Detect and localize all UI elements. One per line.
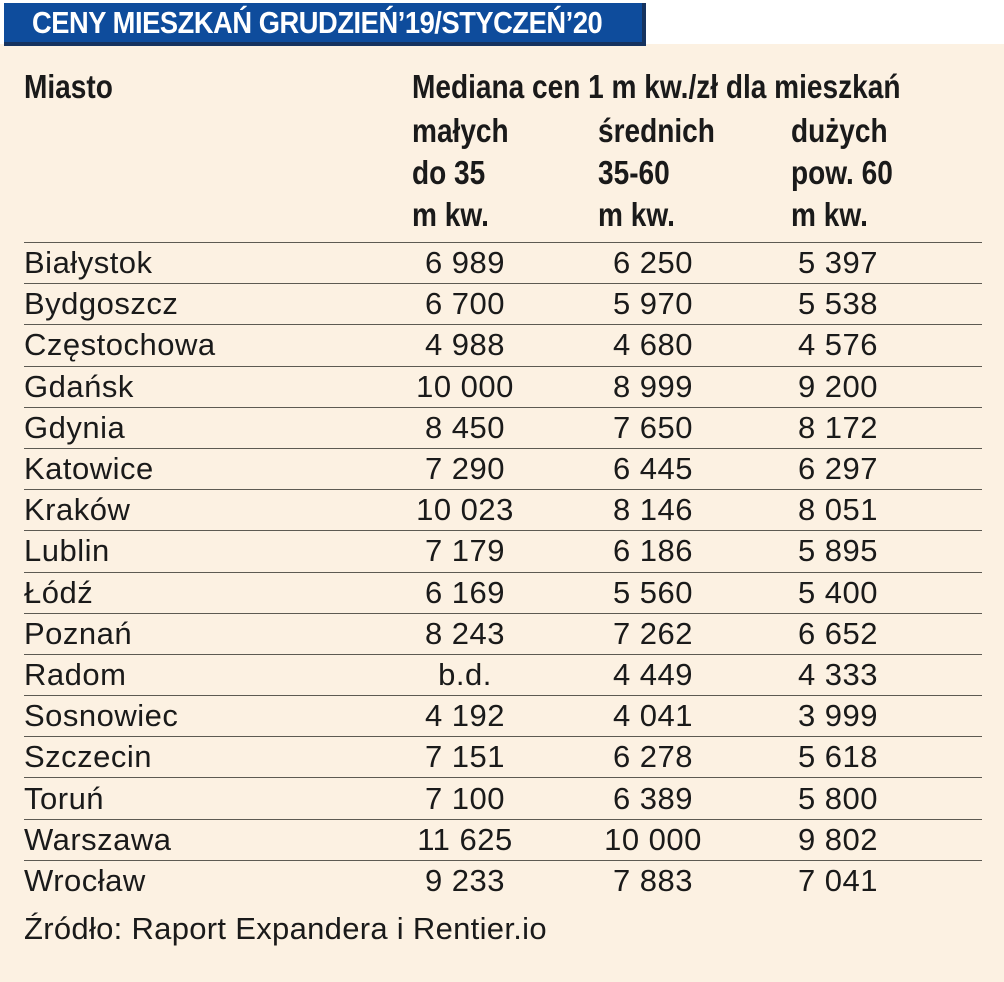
price-large-cell: 5 800 <box>797 780 879 816</box>
price-small-cell: 8 243 <box>424 615 506 651</box>
price-large-cell: 9 802 <box>797 821 879 857</box>
price-medium-cell: 4 449 <box>612 656 694 692</box>
price-large-cell: 5 400 <box>797 574 879 610</box>
column-header-small-line3: m kw. <box>412 196 489 233</box>
column-header-large-line3: m kw. <box>791 196 868 233</box>
column-header-medium-line2: 35-60 <box>598 154 670 191</box>
price-medium-cell: 8 146 <box>612 492 694 528</box>
title-bar <box>4 3 646 46</box>
table-row <box>24 284 982 325</box>
price-medium-cell: 6 250 <box>612 245 694 281</box>
table-row <box>24 490 982 531</box>
city-cell: Gdynia <box>24 409 126 445</box>
table-row <box>24 243 982 284</box>
column-header-large-line1: dużych <box>791 112 888 149</box>
column-header-city-label: Miasto <box>24 68 113 105</box>
price-medium-cell: 6 186 <box>612 533 694 569</box>
city-cell: Warszawa <box>24 821 172 857</box>
table-panel <box>0 44 1004 982</box>
column-group-header-label: Mediana cen 1 m kw./zł dla mieszkań <box>412 68 901 105</box>
table-row <box>24 655 982 696</box>
city-cell: Katowice <box>24 451 154 487</box>
column-group-header <box>412 68 901 106</box>
table-row <box>24 778 982 819</box>
source-caption: Źródło: Raport Expandera i Rentier.io <box>24 911 547 946</box>
price-medium-cell: 4 041 <box>612 698 694 734</box>
price-large-cell: 5 895 <box>797 533 879 569</box>
table-row <box>24 449 982 490</box>
city-cell: Toruń <box>24 780 105 816</box>
price-medium-cell: 4 680 <box>612 327 694 363</box>
price-medium-cell: 6 278 <box>612 739 694 775</box>
column-header-small <box>412 106 518 236</box>
table-body <box>24 243 982 902</box>
city-cell: Szczecin <box>24 739 153 775</box>
price-large-cell: 5 618 <box>797 739 879 775</box>
city-cell: Lublin <box>24 533 110 569</box>
price-small-cell: 8 450 <box>424 409 506 445</box>
table-row <box>24 531 982 572</box>
price-small-cell: 7 151 <box>424 739 506 775</box>
price-large-cell: 8 051 <box>797 492 879 528</box>
city-cell: Kraków <box>24 492 131 528</box>
price-small-cell: 6 169 <box>424 574 506 610</box>
city-cell: Bydgoszcz <box>24 286 179 322</box>
price-medium-cell: 8 999 <box>612 368 694 404</box>
price-large-cell: 5 538 <box>797 286 879 322</box>
price-large-cell: 3 999 <box>797 698 879 734</box>
city-cell: Białystok <box>24 245 153 281</box>
city-cell: Częstochowa <box>24 327 216 363</box>
price-medium-cell: 6 389 <box>612 780 694 816</box>
table-row <box>24 737 982 778</box>
page-title: CENY MIESZKAŃ GRUDZIEŃ’19/STYCZEŃ’20 <box>32 4 603 40</box>
price-small-cell: 4 988 <box>424 327 506 363</box>
city-cell: Gdańsk <box>24 368 134 404</box>
city-cell: Wrocław <box>24 863 146 899</box>
table-header <box>24 68 982 243</box>
table-row <box>24 861 982 902</box>
table-row <box>24 573 982 614</box>
price-large-cell: 7 041 <box>797 863 879 899</box>
city-cell: Łódź <box>24 574 94 610</box>
price-medium-cell: 5 560 <box>612 574 694 610</box>
price-large-cell: 6 652 <box>797 615 879 651</box>
price-small-cell: 4 192 <box>424 698 506 734</box>
city-cell: Radom <box>24 656 127 692</box>
price-large-cell: 4 333 <box>797 656 879 692</box>
table-row <box>24 408 982 449</box>
city-cell: Sosnowiec <box>24 698 179 734</box>
table-row <box>24 614 982 655</box>
price-large-cell: 8 172 <box>797 409 879 445</box>
table-row <box>24 325 982 366</box>
price-medium-cell: 7 883 <box>612 863 694 899</box>
price-small-cell: 6 989 <box>424 245 506 281</box>
price-small-cell: 9 233 <box>424 863 506 899</box>
price-small-cell: 7 100 <box>424 780 506 816</box>
column-header-large-line2: pow. 60 <box>791 154 893 191</box>
price-small-cell: 7 179 <box>424 533 506 569</box>
column-header-medium-line1: średnich <box>598 112 715 149</box>
column-header-small-line1: małych <box>412 112 509 149</box>
column-header-medium-line3: m kw. <box>598 196 675 233</box>
column-header-city <box>24 68 412 106</box>
price-medium-cell: 6 445 <box>612 451 694 487</box>
price-small-cell: 6 700 <box>424 286 506 322</box>
price-medium-cell: 10 000 <box>604 821 702 857</box>
price-small-cell: 7 290 <box>424 451 506 487</box>
table-row <box>24 820 982 861</box>
table-row <box>24 367 982 408</box>
column-header-small-line2: do 35 <box>412 154 486 191</box>
column-header-medium <box>598 106 715 236</box>
price-medium-cell: 7 650 <box>612 409 694 445</box>
price-large-cell: 5 397 <box>797 245 879 281</box>
price-large-cell: 6 297 <box>797 451 879 487</box>
price-small-cell: b.d. <box>438 656 492 692</box>
city-cell: Poznań <box>24 615 133 651</box>
table-row <box>24 696 982 737</box>
price-small-cell: 10 023 <box>416 492 514 528</box>
price-large-cell: 9 200 <box>797 368 879 404</box>
price-medium-cell: 5 970 <box>612 286 694 322</box>
price-large-cell: 4 576 <box>797 327 879 363</box>
price-small-cell: 11 625 <box>417 821 513 857</box>
column-header-large <box>791 106 893 236</box>
price-small-cell: 10 000 <box>416 368 514 404</box>
price-medium-cell: 7 262 <box>612 615 694 651</box>
